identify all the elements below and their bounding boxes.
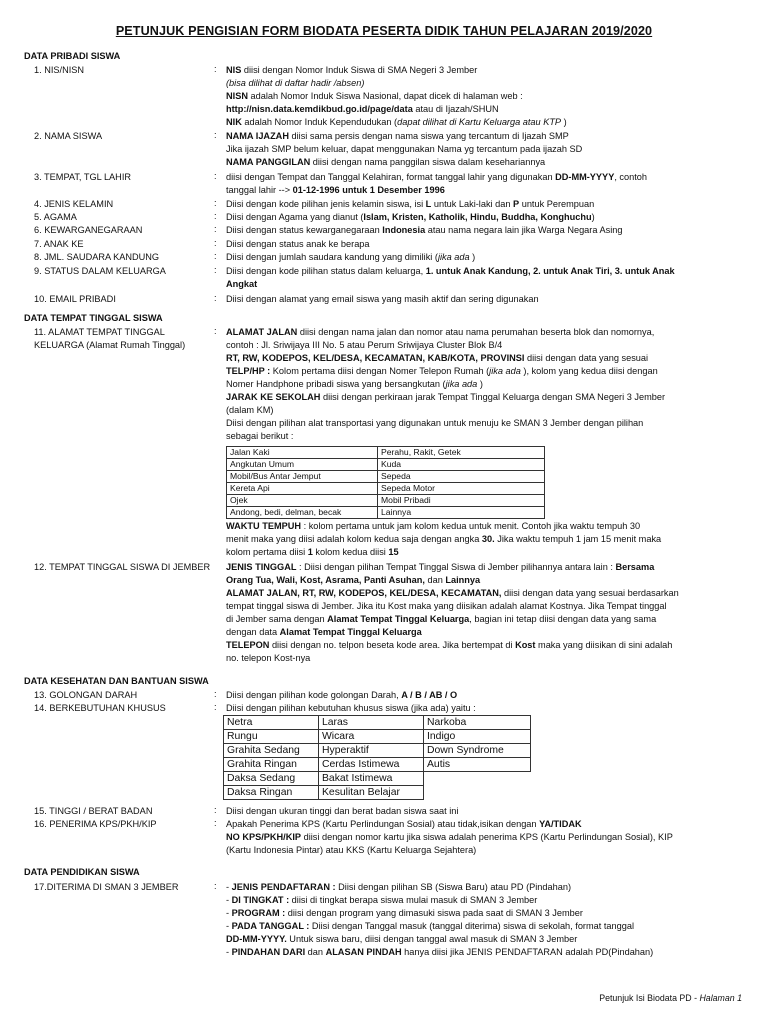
table-row [227, 459, 545, 471]
table-cell: Grahita Ringan [224, 758, 319, 772]
desc-kewarganegaraan: Diisi dengan status kewarganegaraan Indonesia atau nama negara lain jika Warga Negara Asing [226, 225, 623, 235]
desc-kps: Apakah Penerima KPS (Kartu Perlindungan Sosial) atau tidak,isikan dengan YA/TIDAK NO KPS/PKH/KIP diisi dengan nomor kartu jika siswa adalah penerima KPS (Kartu Perlindungan Sosial), KIP (Kartu Indonesia Pintar) atau KKS (Kartu Keluarga Sejahtera) [226, 819, 673, 855]
table-row [224, 730, 531, 744]
colon: : [214, 702, 217, 712]
table-row [224, 744, 531, 758]
table-row [227, 495, 545, 507]
table-row [224, 786, 531, 800]
table-cell: Laras [319, 716, 424, 730]
colon: : [214, 805, 217, 815]
desc-golongan-darah: Diisi dengan pilihan kode golongan Darah, A / B / AB / O [226, 690, 458, 700]
table-cell: Down Syndrome [424, 744, 531, 758]
table-cell: Kesulitan Belajar [319, 786, 424, 800]
colon: : [214, 265, 217, 275]
table-row [227, 507, 545, 519]
table-cell: Kuda [378, 459, 545, 471]
table-cell: Jalan Kaki [227, 447, 378, 459]
section-heading-tempat-tinggal: DATA TEMPAT TINGGAL SISWA [24, 313, 163, 323]
desc-tempat-lahir: diisi dengan Tempat dan Tanggal Kelahiran, format tanggal lahir yang digunakan DD-MM-YYYY, contoh tanggal lahir --> 01-12-1996 untuk 1 Desember 1996 [226, 172, 648, 195]
table-cell: Grahita Sedang [224, 744, 319, 758]
desc-nis: NIS diisi dengan Nomor Induk Siswa di SMA Negeri 3 Jember (bisa dilihat di daftar hadir /absen) NISN adalah Nomor Induk Siswa Nasional, dapat dicek di halaman web : http://nisn.data.kemdikbud.go.id/page/data atau di Ijazah/SHUN NIK adalah Nomor Induk Kependudukan (dapat dilihat di Kartu Keluarga atau KTP ) [226, 65, 567, 127]
table-cell [424, 772, 531, 786]
table-cell: Indigo [424, 730, 531, 744]
table-cell: Kereta Api [227, 483, 378, 495]
colon: : [214, 326, 217, 336]
label-anak-ke: 7. ANAK KE [34, 239, 84, 249]
colon: : [214, 211, 217, 221]
table-cell: Cerdas Istimewa [319, 758, 424, 772]
section-heading-kesehatan: DATA KESEHATAN DAN BANTUAN SISWA [24, 676, 209, 686]
table-cell: Daksa Ringan [224, 786, 319, 800]
desc-diterima: - JENIS PENDAFTARAN : Diisi dengan pilihan SB (Siswa Baru) atau PD (Pindahan) - DI TINGKAT : diisi di tingkat berapa siswa mulai masuk di SMAN 3 Jember - PROGRAM : diisi dengan program yang dimasuki siswa pada saat di SMAN 3 Jember - PADA TANGGAL : Diisi dengan Tanggal masuk (tanggal diterima) siswa di sekolah, format tanggal DD-MM-YYYY. Untuk siswa baru, diisi dengan tanggal awal masuk di SMAN 3 Jember - PINDAHAN DARI dan ALASAN PINDAH hanya diisi jika JENIS PENDAFTARAN adalah PD(Pindahan) [226, 882, 654, 957]
label-alamat-keluarga: 11. ALAMAT TEMPAT TINGGAL KELUARGA (Alamat Rumah Tinggal) [34, 327, 186, 350]
table-cell: Sepeda [378, 471, 545, 483]
table-cell: Daksa Sedang [224, 772, 319, 786]
label-berkebutuhan: 14. BERKEBUTUHAN KHUSUS [34, 703, 166, 713]
label-nama: 2. NAMA SISWA [34, 131, 103, 141]
desc-email: Diisi dengan alamat yang email siswa yang masih aktif dan sering digunakan [226, 294, 539, 304]
desc-agama: Diisi dengan Agama yang dianut (Islam, Kristen, Katholik, Hindu, Buddha, Konghuchu) [226, 212, 595, 222]
table-cell: Lainnya [378, 507, 545, 519]
label-golongan-darah: 13. GOLONGAN DARAH [34, 690, 138, 700]
table-row [227, 447, 545, 459]
table-cell: Rungu [224, 730, 319, 744]
colon: : [214, 818, 217, 828]
page-footer: Petunjuk Isi Biodata PD - Halaman 1 [599, 993, 742, 1003]
label-saudara: 8. JML. SAUDARA KANDUNG [34, 252, 160, 262]
label-tinggal-jember: 12. TEMPAT TINGGAL SISWA DI JEMBER [34, 562, 211, 572]
table-cell: Netra [224, 716, 319, 730]
kebutuhan-khusus-table [223, 715, 531, 800]
colon: : [214, 251, 217, 261]
desc-berkebutuhan: Diisi dengan pilihan kebutuhan khusus siswa (jika ada) yaitu : [226, 703, 476, 713]
label-status-keluarga: 9. STATUS DALAM KELUARGA [34, 266, 166, 276]
table-cell: Autis [424, 758, 531, 772]
section-heading-pendidikan: DATA PENDIDIKAN SISWA [24, 867, 140, 877]
table-cell: Narkoba [424, 716, 531, 730]
colon: : [214, 238, 217, 248]
label-agama: 5. AGAMA [34, 212, 77, 222]
section-heading-pribadi: DATA PRIBADI SISWA [24, 51, 121, 61]
colon: : [214, 198, 217, 208]
label-kewarganegaraan: 6. KEWARGANEGARAAN [34, 225, 143, 235]
transport-table [226, 446, 545, 519]
table-row [227, 483, 545, 495]
colon: : [214, 689, 217, 699]
table-cell: Sepeda Motor [378, 483, 545, 495]
document-title: PETUNJUK PENGISIAN FORM BIODATA PESERTA DIDIK TAHUN PELAJARAN 2019/2020 [115, 24, 653, 38]
label-tinggi-berat: 15. TINGGI / BERAT BADAN [34, 806, 153, 816]
table-cell: Ojek [227, 495, 378, 507]
table-cell: Angkutan Umum [227, 459, 378, 471]
label-jenis-kelamin: 4. JENIS KELAMIN [34, 199, 114, 209]
table-row [224, 772, 531, 786]
table-cell: Bakat Istimewa [319, 772, 424, 786]
label-kps: 16. PENERIMA KPS/PKH/KIP [34, 819, 157, 829]
table-cell [424, 786, 531, 800]
desc-tinggal-jember: JENIS TINGGAL : Diisi dengan pilihan Tempat Tinggal Siswa di Jember pilihannya antara lain : Bersama Orang Tua, Wali, Kost, Asrama, Panti Asuhan, dan Lainnya ALAMAT JALAN, RT, RW, KODEPOS, KEL/DESA, KECAMATAN, diisi dengan data yang sesuai berdasarkan tempat tinggal siswa di Jember. Jika itu Kost maka yang diisikan adalah alamat Kostnya. Jika Tempat tinggal di Jember sama dengan Alamat Tempat Tinggal Keluarga, bagian ini tetap diisi dengan data yang sama dengan data Alamat Tempat Tinggal Keluarga TELEPON diisi dengan no. telpon beseta kode area. Jika bertempat di Kost maka yang diisikan di sini adalah no. telepon Kost-nya [226, 562, 679, 663]
desc-nama: NAMA IJAZAH diisi sama persis dengan nama siswa yang tercantum di Ijazah SMP Jika ijazah SMP belum keluar, dapat menggunakan Nama yg tercantum pada ijazah SD NAMA PANGGILAN diisi dengan nama panggilan siswa dalam kesehariannya [226, 131, 583, 167]
table-cell: Andong, bedi, delman, becak [227, 507, 378, 519]
table-cell: Mobil Pribadi [378, 495, 545, 507]
desc-status-keluarga: Diisi dengan kode pilihan status dalam keluarga, 1. untuk Anak Kandung, 2. untuk Anak Tiri, 3. untuk Anak Angkat [226, 266, 675, 289]
label-nis: 1. NIS/NISN [34, 65, 85, 75]
colon: : [214, 881, 217, 891]
colon: : [214, 130, 217, 140]
table-cell: Wicara [319, 730, 424, 744]
desc-jenis-kelamin: Diisi dengan kode pilihan jenis kelamin siswa, isi L untuk Laki-laki dan P untuk Perempuan [226, 199, 595, 209]
desc-tinggi-berat: Diisi dengan ukuran tinggi dan berat badan siswa saat ini [226, 806, 459, 816]
colon: : [214, 224, 217, 234]
label-email: 10. EMAIL PRIBADI [34, 294, 116, 304]
label-tempat-lahir: 3. TEMPAT, TGL LAHIR [34, 172, 132, 182]
desc-saudara: Diisi dengan jumlah saudara kandung yang dimiliki (jika ada ) [226, 252, 476, 262]
table-cell: Hyperaktif [319, 744, 424, 758]
table-cell: Perahu, Rakit, Getek [378, 447, 545, 459]
table-cell: Mobil/Bus Antar Jemput [227, 471, 378, 483]
table-row [224, 716, 531, 730]
colon: : [214, 293, 217, 303]
desc-anak-ke: Diisi dengan status anak ke berapa [226, 239, 370, 249]
label-diterima: 17.DITERIMA DI SMAN 3 JEMBER [34, 882, 179, 892]
desc-alamat-keluarga: ALAMAT JALAN diisi dengan nama jalan dan nomor atau nama perumahan beserta blok dan nomornya, contoh : Jl. Sriwijaya III No. 5 atau Perum Sriwijaya Cluster Blok B/4 RT, RW, KODEPOS, KEL/DESA, KECAMATAN, KAB/KOTA, PROVINSI diisi dengan data yang sesuai TELP/HP : Kolom pertama diisi dengan Nomer Telepon Rumah (jika ada ), kolom yang kedua diisi dengan Nomer Handphone pribadi siswa yang bersangkutan (jika ada ) JARAK KE SEKOLAH diisi dengan perkiraan jarak Tempat Tinggal Keluarga dengan SMA Negeri 3 Jember (dalam KM) Diisi dengan pilihan alat transportasi yang digunakan untuk menuju ke SMAN 3 Jember dengan pilihan sebagai berikut : [226, 327, 666, 441]
colon: : [214, 171, 217, 181]
table-row [224, 758, 531, 772]
table-row [227, 471, 545, 483]
colon: : [214, 64, 217, 74]
desc-waktu-tempuh: WAKTU TEMPUH : kolom pertama untuk jam kolom kedua untuk menit. Contoh jika waktu tempuh 30 menit maka yang diisi adalah kolom kedua saja dengan angka 30. Jika waktu tempuh 1 jam 15 menit maka kolom pertama diisi 1 kolom kedua diisi 15 [226, 521, 662, 557]
